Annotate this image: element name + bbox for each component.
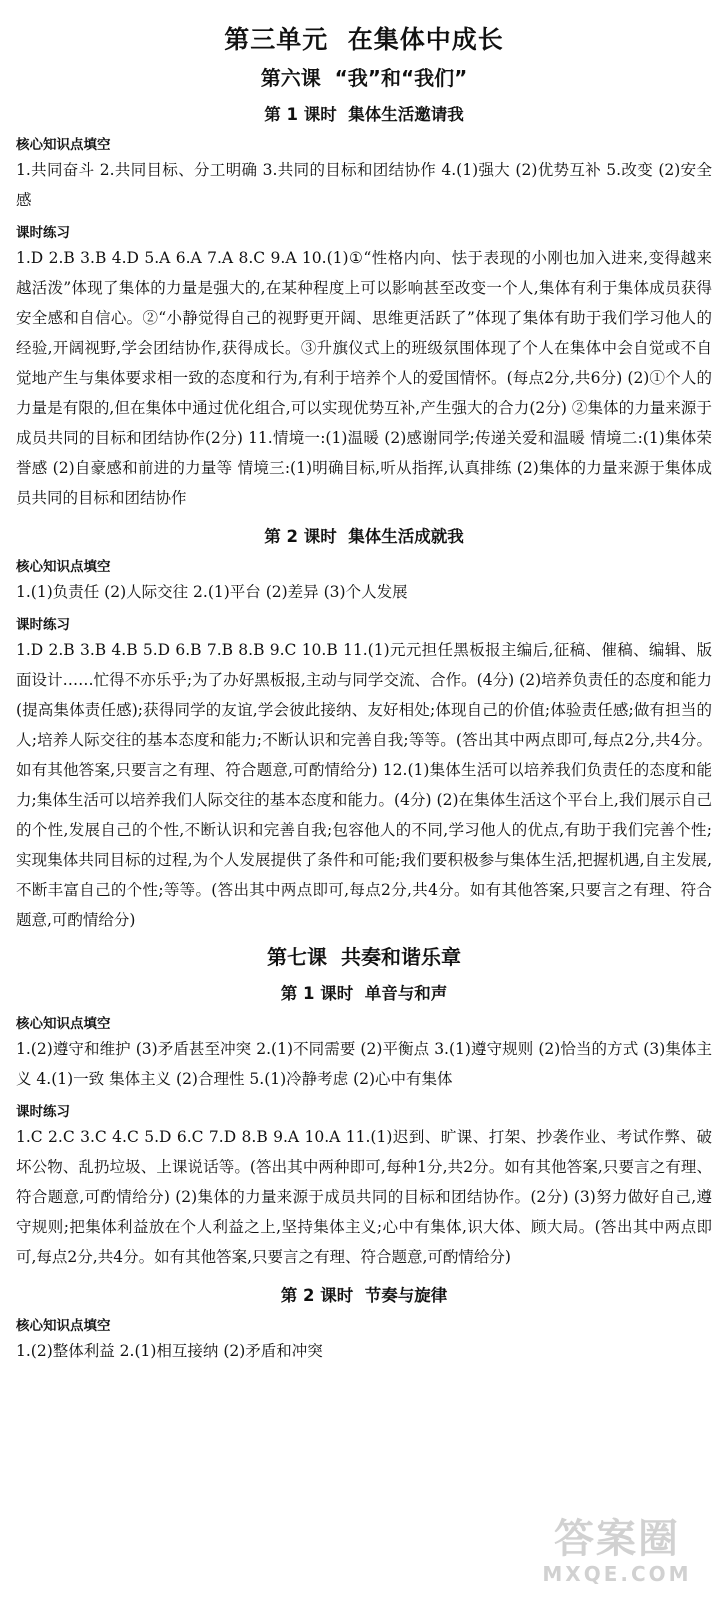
watermark-url: MXQE.COM	[542, 1562, 692, 1586]
section-label-practice: 课时练习	[16, 225, 70, 241]
lesson-7-period-2-title: 第 2 课时 节奏与旋律	[280, 1286, 448, 1305]
section-label-knowledge: 核心知识点填空	[16, 137, 111, 153]
unit-title: 第三单元 在集体中成长	[224, 25, 504, 54]
lesson-7-period-1-title: 第 1 课时 单音与和声	[280, 984, 448, 1003]
site-watermark	[522, 1516, 712, 1592]
lesson-6-period-2-title: 第 2 课时 集体生活成就我	[264, 527, 464, 546]
knowledge-answers: 1.共同奋斗 2.共同目标、分工明确 3.共同的目标和团结协作 4.(1)强大 (2)优势互补 5.改变 (2)安全感	[16, 161, 712, 209]
knowledge-answers: 1.(1)负责任 (2)人际交往 2.(1)平台 (2)差异 (3)个人发展	[16, 583, 408, 601]
practice-answers: 1.C 2.C 3.C 4.C 5.D 6.C 7.D 8.B 9.A 10.A 11.(1)迟到、旷课、打架、抄袭作业、考试作弊、破坏公物、乱扔垃圾、上课说话等。(答出其中两种即可,每种1分,共2分。如有其他答案,只要言之有理、符合题意,可酌情给分) (2)集体的力量来源于成员共同的目标和团结协作。(2分) (3)努力做好自己,遵守规则;把集体利益放在个人利益之上,坚持集体主义;心中有集体,识大体、顾大局。(答出其中两点即可,每点2分,共4分。如有其他答案,只要言之有理、符合题意,可酌情给分)	[16, 1128, 712, 1266]
section-label-knowledge: 核心知识点填空	[16, 1318, 111, 1334]
lesson-6-title: 第六课 “我”和“我们”	[260, 66, 468, 90]
knowledge-answers: 1.(2)整体利益 2.(1)相互接纳 (2)矛盾和冲突	[16, 1342, 323, 1360]
lesson-6-period-1-title: 第 1 课时 集体生活邀请我	[264, 105, 464, 124]
section-label-practice: 课时练习	[16, 617, 70, 633]
section-label-practice: 课时练习	[16, 1104, 70, 1120]
watermark-logo-text: 答案圈	[554, 1516, 680, 1562]
practice-answers: 1.D 2.B 3.B 4.D 5.A 6.A 7.A 8.C 9.A 10.(1)①“性格内向、怯于表现的小刚也加入进来,变得越来越活泼”体现了集体的力量是强大的,在某种程度上可以影响甚至改变一个人,集体有利于集体成员获得安全感和自信心。②“小静觉得自己的视野更开阔、思维更活跃了”体现了集体有助于我们学习他人的经验,开阔视野,学会团结协作,获得成长。③升旗仪式上的班级氛围体现了个人在集体中会自觉或不自觉地产生与集体要求相一致的态度和行为,有利于培养个人的爱国情怀。(每点2分,共6分) (2)①个人的力量是有限的,但在集体中通过优化组合,可以实现优势互补,产生强大的合力(2分) ②集体的力量来源于成员共同的目标和团结协作(2分) 11.情境一:(1)温暖 (2)感谢同学;传递关爱和温暖 情境二:(1)集体荣誉感 (2)自豪感和前进的力量等 情境三:(1)明确目标,听从指挥,认真排练 (2)集体的力量来源于集体成员共同的目标和团结协作	[16, 249, 712, 507]
section-label-knowledge: 核心知识点填空	[16, 1016, 111, 1032]
section-label-knowledge: 核心知识点填空	[16, 559, 111, 575]
knowledge-answers: 1.(2)遵守和维护 (3)矛盾甚至冲突 2.(1)不同需要 (2)平衡点 3.(1)遵守规则 (2)恰当的方式 (3)集体主义 4.(1)一致 集体主义 (2)合理性 5.(1)冷静考虑 (2)心中有集体	[16, 1040, 712, 1088]
lesson-7-title: 第七课 共奏和谐乐章	[267, 945, 461, 969]
practice-answers: 1.D 2.B 3.B 4.B 5.D 6.B 7.B 8.B 9.C 10.B 11.(1)元元担任黑板报主编后,征稿、催稿、编辑、版面设计……忙得不亦乐乎;为了办好黑板报,主动与同学交流、合作。(4分) (2)培养负责任的态度和能力(提高集体责任感);获得同学的友谊,学会彼此接纳、友好相处;体现自己的价值;体验责任感;做有担当的人;培养人际交往的基本态度和能力;不断认识和完善自我;等等。(答出其中两点即可,每点2分,共4分。如有其他答案,只要言之有理、符合题意,可酌情给分) 12.(1)集体生活可以培养我们负责任的态度和能力;集体生活可以培养我们人际交往的基本态度和能力。(4分) (2)在集体生活这个平台上,我们展示自己的个性,发展自己的个性,不断认识和完善自我;包容他人的不同,学习他人的优点,有助于我们完善个性;实现集体共同目标的过程,为个人发展提供了条件和可能;我们要积极参与集体生活,把握机遇,自主发展,不断丰富自己的个性;等等。(答出其中两点即可,每点2分,共4分。如有其他答案,只要言之有理、符合题意,可酌情给分)	[16, 641, 712, 929]
